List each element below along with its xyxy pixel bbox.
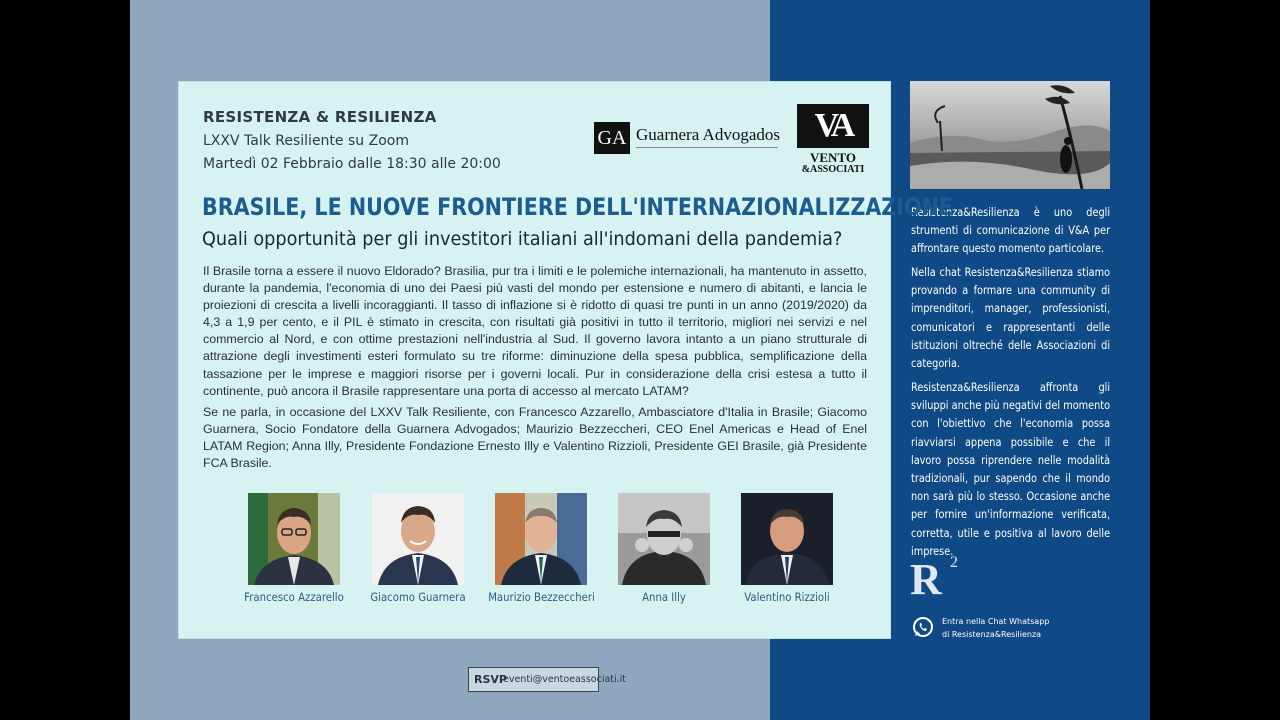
- speaker-name: Maurizio Bezzeccheri: [488, 590, 595, 604]
- subheadline: Quali opportunità per gli investitori italiani all'indomani della pandemia?: [202, 228, 843, 250]
- event-date: Martedì 02 Febbraio dalle 18:30 alle 20:00: [203, 156, 501, 172]
- rsvp-box[interactable]: [468, 667, 627, 692]
- speaker-photo: [741, 493, 833, 585]
- sidebar-paragraph-1: Resistenza&Resilienza è uno degli strumenti di comunicazione di V&A per affrontare questo momento particolare.: [911, 205, 1111, 256]
- headline: BRASILE, LE NUOVE FRONTIERE DELL'INTERNAZIONALIZZAZIONE: [202, 193, 953, 221]
- speaker-name: Giacomo Guarnera: [370, 590, 466, 604]
- whatsapp-cta-line1[interactable]: Entra nella Chat Whatsapp: [942, 617, 1050, 626]
- rsvp-label: RSVP: [474, 673, 507, 686]
- slide: [130, 0, 1150, 720]
- whatsapp-icon[interactable]: [912, 616, 934, 638]
- event-series-title: RESISTENZA & RESILIENZA: [203, 108, 437, 126]
- speaker-photo: [248, 493, 340, 585]
- r2-logo: R 2: [910, 554, 958, 604]
- sidebar-paragraph-3: Resistenza&Resilienza affronta gli sviluppi anche più negativi del momento con l'obiettivo che l'economia possa riavviarsi appena possibile e che il lavoro possa riprendere nelle modalità tradizionali, pur sapendo che il mondo non sarà più lo stesso. Occasione anche per fornire un'informazione verificata, corretta, utile e positiva al lavoro delle imprese.: [911, 380, 1111, 558]
- whatsapp-cta-line2[interactable]: di Resistenza&Resilienza: [942, 630, 1042, 639]
- speaker-photo: [618, 493, 710, 585]
- speaker-name: Anna Illy: [642, 590, 686, 604]
- event-subtitle: LXXV Talk Resiliente su Zoom: [203, 133, 409, 149]
- description-paragraph-1: Il Brasile torna a essere il nuovo Eldorado? Brasilia, pur tra i limiti e le polemiche internazionali, ha mantenuto in assetto, durante la pandemia, l'economia di uno dei Paesi più vasti del mondo per estensione e numero di abitanti, e lancia le proiezioni di crescita a livelli incoraggianti. Il tasso di inflazione si è ridotto di quasi tre punti in un anno (2019/2020) da 4,3 a 1,9 per cento, e il PIL è stimato in crescita, con risultati già positivi in tutto il territorio, migliori nei servizi e nel commercio al Nord, e con ottime prestazioni nell'industria al Sud. Il governo lavora intanto a un piano strutturale di attrazione degli investimenti esteri formulato su tre riforme: diminuzione della spesa pubblica, semplificazione della tassazione per le imprese e maggiori risorse per i governi locali. Pur in considerazione della crisi estesa a tutto il continente, può ancora il Brasile rappresentare una porta di accesso al mercato LATAM?: [203, 264, 867, 398]
- guarnera-advogados-logo: GA Guarnera Advogados: [594, 122, 784, 158]
- rsvp-email-link[interactable]: eventi@ventoeassociati.it: [503, 674, 627, 685]
- vento-associati-logo: VA VENTO &ASSOCIATI: [797, 104, 869, 176]
- storm-photo: [910, 81, 1110, 189]
- sidebar-paragraph-2: Nella chat Resistenza&Resilienza stiamo provando a formare una community di imprenditori, manager, professionisti, comunicatori e rappresentanti delle istituzioni oltreché delle Associazioni di categoria.: [911, 265, 1111, 371]
- speaker-name: Valentino Rizzioli: [744, 590, 830, 604]
- speaker-name: Francesco Azzarello: [244, 590, 344, 604]
- speaker-photo: [372, 493, 464, 585]
- description-paragraph-2: Se ne parla, in occasione del LXXV Talk Resiliente, con Francesco Azzarello, Ambasciatore d'Italia in Brasile; Giacomo Guarnera, Socio Fondatore della Guarnera Advogados; Maurizio Bezzeccheri, CEO Enel Americas e Head of Enel LATAM Region; Anna Illy, Presidente Fondazione Ernesto Illy e Valentino Rizzioli, Presidente GEI Brasile, già Presidente FCA Brasile.: [203, 405, 867, 471]
- speaker-photo: [495, 493, 587, 585]
